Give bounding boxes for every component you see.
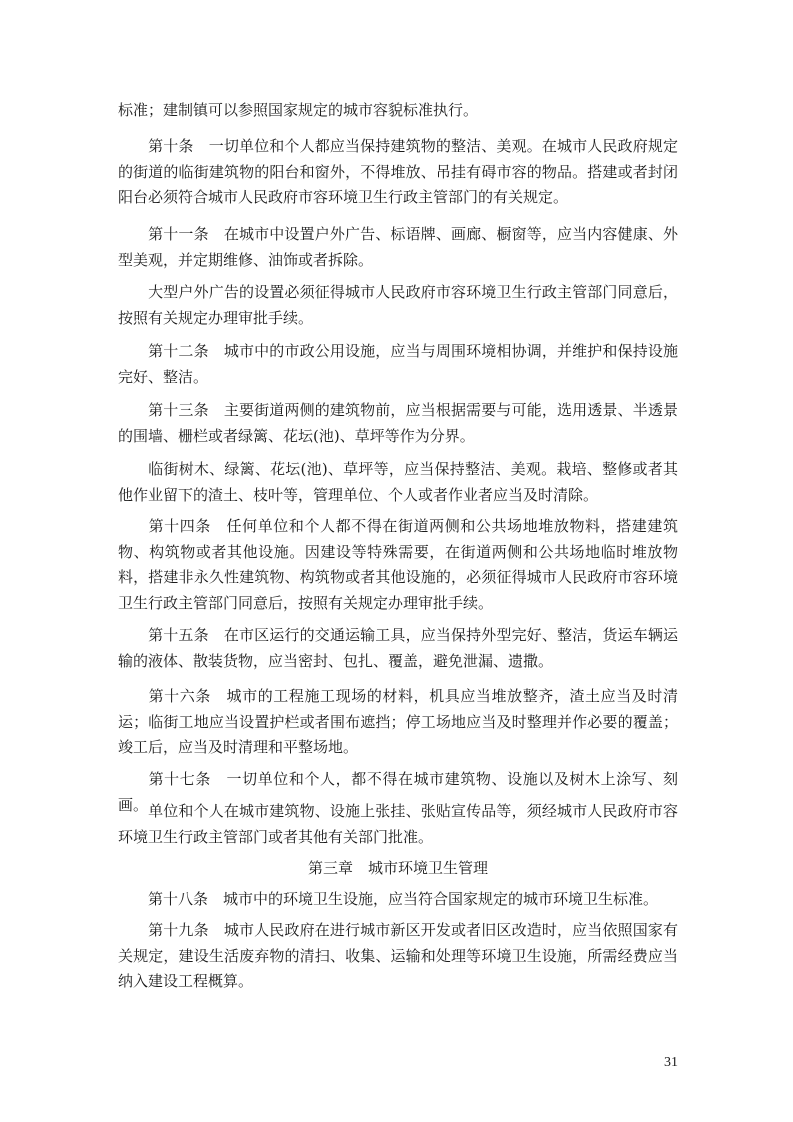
article-11: 第十一条 在城市中设置户外广告、标语牌、画廊、橱窗等，应当内容健康、外型美观，并定期维修、油饰或者拆除。 xyxy=(118,225,678,269)
article-13-paragraph-2: 临街树木、绿篱、花坛(池)、草坪等，应当保持整洁、美观。栽培、整修或者其他作业留下的渣土、枝叶等，管理单位、个人或者作业者应当及时清除。 xyxy=(118,460,678,504)
page-number: 31 xyxy=(664,1055,678,1070)
article-14: 第十四条 任何单位和个人都不得在街道两侧和公共场地堆放物料，搭建建筑物、构筑物或者其他设施。因建设等特殊需要，在街道两侧和公共场地临时堆放物料，搭建非永久性建筑物、构筑物或者其他设施的，必须征得城市人民政府市容环境卫生行政主管部门同意后，按照有关规定办理审批手续。 xyxy=(118,517,678,612)
article-11-paragraph-2: 大型户外广告的设置必须征得城市人民政府市容环境卫生行政主管部门同意后，按照有关规定办理审批手续。 xyxy=(118,283,678,327)
article-18: 第十八条 城市中的环境卫生设施，应当符合国家规定的城市环境卫生标准。 xyxy=(148,890,659,908)
chapter-heading: 第三章 城市环境卫生管理 xyxy=(307,859,488,877)
article-17: 第十七条 一切单位和个人，都不得在城市建筑物、设施以及树木上涂写、刻画。 xyxy=(118,770,678,814)
article-13: 第十三条 主要街道两侧的建筑物前，应当根据需要与可能，选用透景、半透景的围墙、栅栏或者绿篱、花坛(池)、草坪等作为分界。 xyxy=(118,401,678,445)
paragraph-continuation: 标准；建制镇可以参照国家规定的城市容貌标准执行。 xyxy=(118,101,479,119)
article-15: 第十五条 在市区运行的交通运输工具，应当保持外型完好、整洁，货运车辆运输的液体、散装货物，应当密封、包扎、覆盖，避免泄漏、遗撒。 xyxy=(118,626,678,670)
article-10: 第十条 一切单位和个人都应当保持建筑物的整洁、美观。在城市人民政府规定的街道的临街建筑物的阳台和窗外，不得堆放、吊挂有碍市容的物品。搭建或者封闭阳台必须符合城市人民政府市容环境卫生行政主管部门的有关规定。 xyxy=(118,137,678,206)
article-12: 第十二条 城市中的市政公用设施，应当与周围环境相协调，并维护和保持设施完好、整洁。 xyxy=(118,342,678,386)
article-17-paragraph-2: 单位和个人在城市建筑物、设施上张挂、张贴宣传品等，须经城市人民政府市容环境卫生行政主管部门或者其他有关部门批准。 xyxy=(118,802,678,846)
article-16: 第十六条 城市的工程施工现场的材料，机具应当堆放整齐，渣土应当及时清运；临街工地应当设置护栏或者围布遮挡；停工场地应当及时整理并作必要的覆盖；竣工后，应当及时清理和平整场地。 xyxy=(118,687,678,756)
article-19: 第十九条 城市人民政府在进行城市新区开发或者旧区改造时，应当依照国家有关规定，建设生活废弃物的清扫、收集、运输和处理等环境卫生设施，所需经费应当纳入建设工程概算。 xyxy=(118,921,678,990)
